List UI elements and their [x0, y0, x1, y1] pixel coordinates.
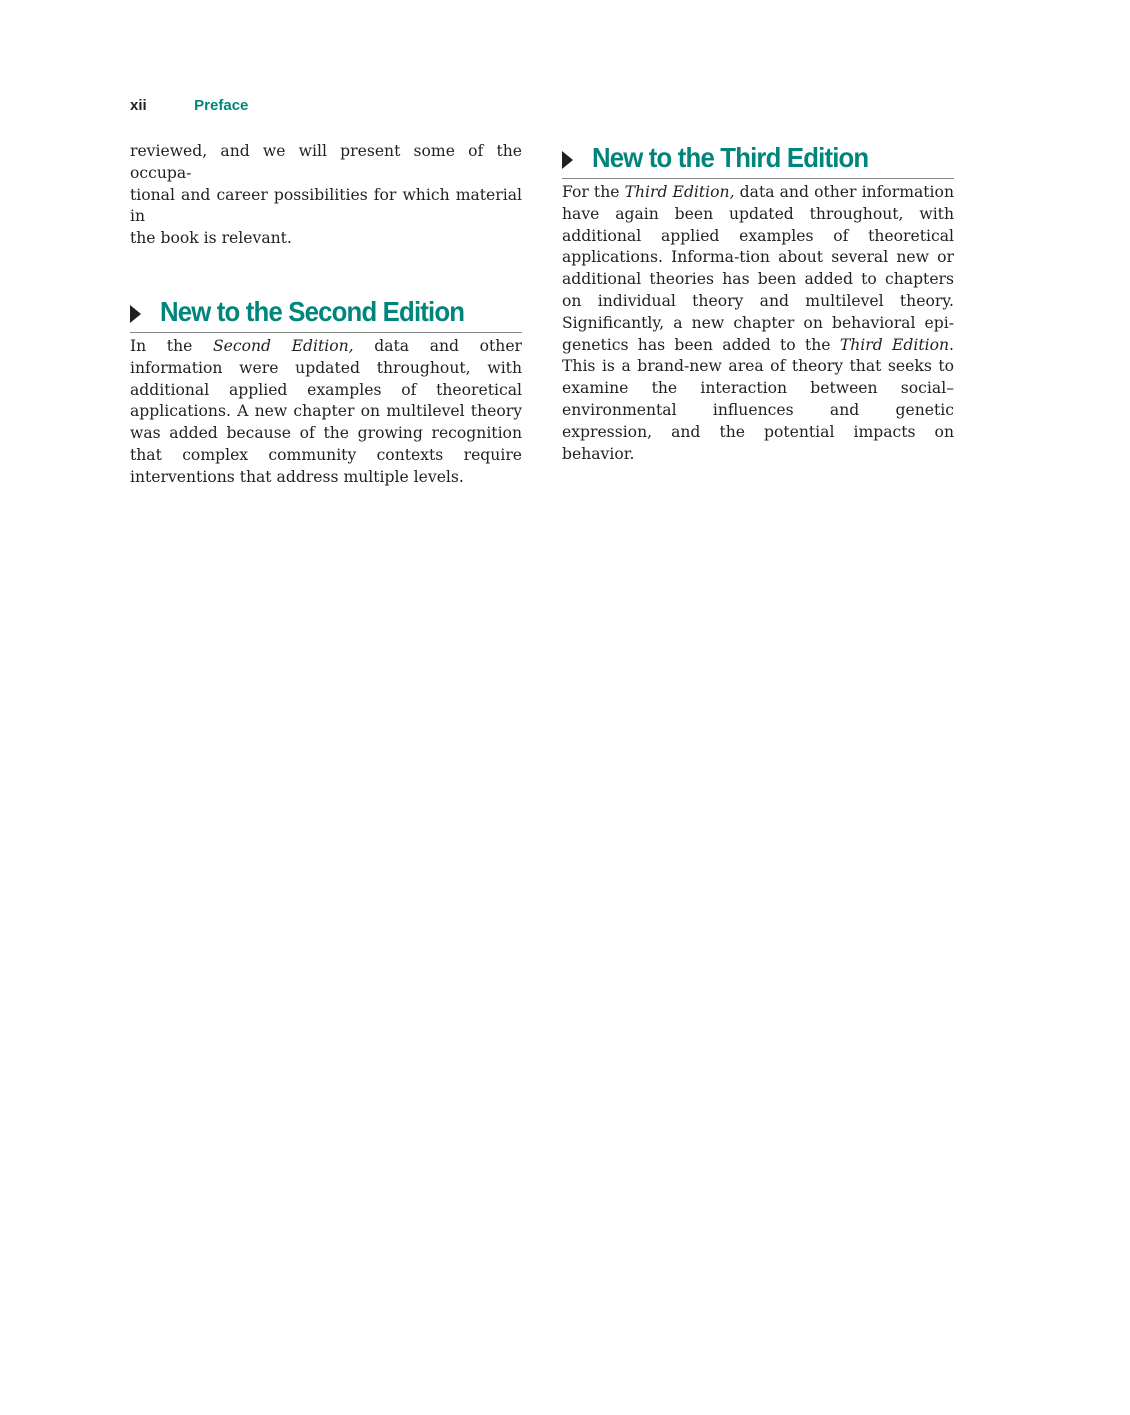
triangle-right-icon [562, 151, 573, 169]
paragraph-text: In the [130, 336, 213, 355]
paragraph-text: data and other information have again been updated throughout, with additional applied examples of theoretical applications. Informa-tion about several new or additional theories has been added to chapters on individual theory and multilevel theory. Significantly, a new chapter on behavioral epi-genetics has been added to the [562, 183, 954, 354]
section-spacer [130, 250, 522, 295]
paragraph-text: . This is a brand-new area of theory that seeks to examine the interaction between social–environmental influences and genetic expression, and the potential impacts on behavior. [562, 335, 954, 463]
italic-title: Second Edition, [212, 336, 354, 355]
running-head [130, 96, 248, 116]
section-heading: New to the Second Edition [160, 295, 465, 327]
page-number: xii [130, 97, 147, 114]
right-column [562, 141, 954, 465]
section-heading-row [562, 141, 954, 179]
continuation-line-3: the book is relevant. [130, 229, 292, 248]
continuation-line-2: tional and career possibilities for which material in [130, 185, 522, 226]
paragraph-text: data and other information were updated throughout, with additional applied examples of theoretical applications. A new chapter on multilevel theory was added because of the growing recognition that complex community contexts require interventions that address multiple levels. [130, 336, 523, 486]
section-second-edition [130, 295, 522, 489]
paragraph-text: For the [562, 183, 625, 201]
section-paragraph [562, 182, 954, 465]
left-column [130, 141, 522, 489]
running-title: Preface [194, 97, 249, 114]
italic-title: Third Edition, [624, 183, 735, 201]
continuation-line-1: reviewed, and we will present some of the occupa- [130, 142, 522, 182]
triangle-right-icon [130, 305, 141, 323]
continuation-paragraph [130, 141, 522, 250]
section-heading-row [130, 295, 522, 333]
italic-title: Third Edition [839, 335, 950, 354]
section-heading: New to the Third Edition [592, 142, 869, 173]
section-third-edition [562, 141, 954, 465]
section-paragraph [130, 336, 522, 489]
